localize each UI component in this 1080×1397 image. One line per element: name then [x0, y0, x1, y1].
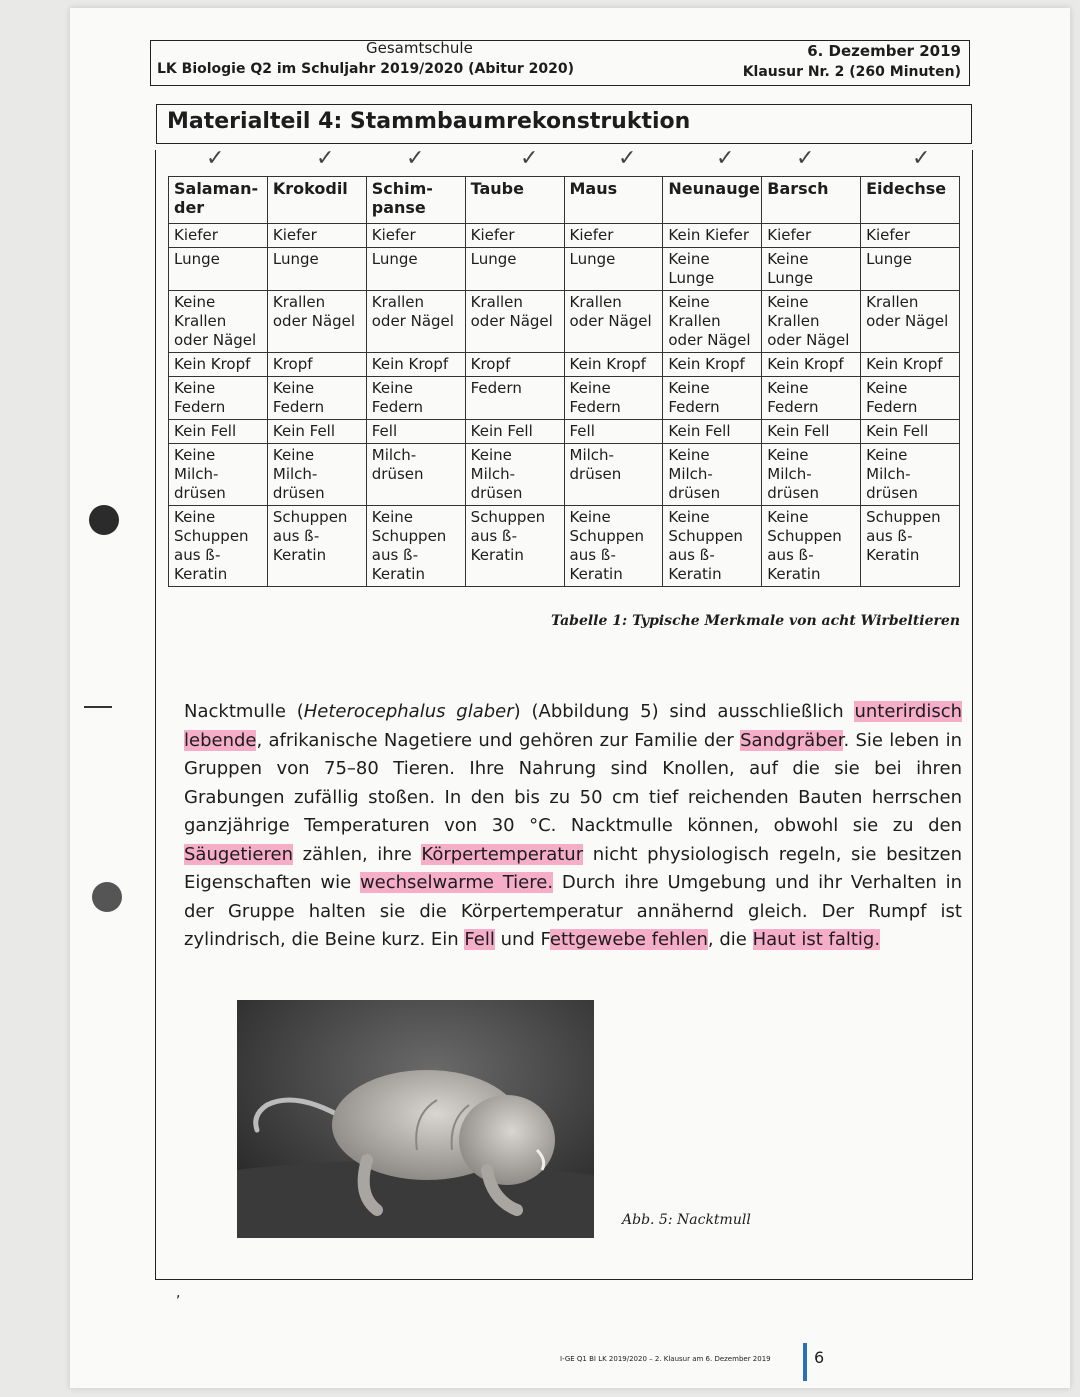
highlighted-text: unterirdisch lebende	[184, 701, 962, 751]
table-cell: Keine Milch-drüsen	[663, 444, 762, 506]
table-cell: Kein Kropf	[169, 353, 268, 377]
table-cell: Schuppen aus ß-Keratin	[465, 506, 564, 587]
table-cell: Krallen oder Nägel	[564, 291, 663, 353]
table-cell: Schuppen aus ß-Keratin	[267, 506, 366, 587]
highlighted-text: Säugetieren	[184, 843, 293, 865]
table-cell: Keine Schuppen aus ß-Keratin	[169, 506, 268, 587]
column-header: Salaman-der	[169, 177, 268, 224]
text-segment: , afrikanische Nagetiere und gehören zur Familie der	[256, 729, 741, 751]
highlighted-text: Fell	[464, 929, 495, 950]
check-mark: ✓	[406, 146, 425, 171]
footer-bar	[803, 1343, 807, 1381]
highlighted-text: Körpertemperatur	[421, 843, 584, 865]
table-cell: Keine Federn	[762, 377, 861, 420]
table-cell: Schuppen aus ß-Keratin	[861, 506, 960, 587]
punch-hole	[89, 505, 119, 535]
table-row	[169, 444, 960, 506]
text-segment: und F	[494, 929, 550, 950]
naked-mole-rat-photo	[237, 1000, 594, 1238]
table-cell: Kein Fell	[465, 420, 564, 444]
check-mark: ✓	[796, 146, 815, 171]
table-cell: Kiefer	[366, 224, 465, 248]
table-cell: Lunge	[465, 248, 564, 291]
table-cell: Kein Kropf	[663, 353, 762, 377]
check-mark: ✓	[716, 146, 735, 171]
table-cell: Kein Kiefer	[663, 224, 762, 248]
table-cell: Keine Schuppen aus ß-Keratin	[762, 506, 861, 587]
table-cell: Keine Federn	[663, 377, 762, 420]
table-cell: Kein Fell	[663, 420, 762, 444]
stray-mark: ,	[176, 1285, 181, 1301]
table-row	[169, 224, 960, 248]
table-cell: Keine Milch-drüsen	[465, 444, 564, 506]
table-row	[169, 420, 960, 444]
exam-number: Klausur Nr. 2 (260 Minuten)	[742, 64, 961, 80]
table-cell: Lunge	[267, 248, 366, 291]
check-mark: ✓	[618, 146, 637, 171]
text-segment: . Sie leben in Gruppen von 75–80 Tieren. Ihre Nahrung sind Knollen, auf die sie bei ihren Grabungen zufällig stoßen. In den bis zu 50 cm tief reichenden Bauten herrschen ganzjährige Temperaturen von 30 °C. Nacktmulle können, obwohl sie zu den	[184, 729, 962, 836]
column-header: Taube	[465, 177, 564, 224]
table-cell: Keine Milch-drüsen	[267, 444, 366, 506]
table-cell: Milch-drüsen	[564, 444, 663, 506]
table-cell: Kiefer	[169, 224, 268, 248]
fold-mark	[84, 706, 112, 708]
check-mark: ✓	[206, 146, 225, 171]
table-cell: Krallen oder Nägel	[861, 291, 960, 353]
table-cell: Lunge	[366, 248, 465, 291]
table-cell: Keine Krallen oder Nägel	[663, 291, 762, 353]
table-cell: Kiefer	[762, 224, 861, 248]
table-cell: Keine Lunge	[762, 248, 861, 291]
highlighted-text: wechselwarme Tiere.	[359, 872, 554, 893]
table-cell: Keine Schuppen aus ß-Keratin	[663, 506, 762, 587]
column-header: Neunauge	[663, 177, 762, 224]
table-cell: Keine Milch-drüsen	[762, 444, 861, 506]
table-row	[169, 353, 960, 377]
mole-rat-illustration	[237, 1000, 594, 1238]
column-header: Krokodil	[267, 177, 366, 224]
table-cell: Lunge	[861, 248, 960, 291]
text-segment: , die	[707, 929, 753, 950]
table-cell: Keine Lunge	[663, 248, 762, 291]
table-cell: Keine Federn	[366, 377, 465, 420]
column-header: Barsch	[762, 177, 861, 224]
table-cell: Kein Fell	[267, 420, 366, 444]
exam-date: 6. Dezember 2019	[807, 42, 961, 60]
table-cell: Keine Federn	[169, 377, 268, 420]
table-cell: Keine Schuppen aus ß-Keratin	[564, 506, 663, 587]
table-row	[169, 506, 960, 587]
punch-hole	[92, 882, 122, 912]
table-cell: Kein Kropf	[762, 353, 861, 377]
table-cell: Keine Federn	[564, 377, 663, 420]
table-row	[169, 291, 960, 353]
column-header: Schim-panse	[366, 177, 465, 224]
table-cell: Keine Krallen oder Nägel	[762, 291, 861, 353]
table-cell: Kropf	[465, 353, 564, 377]
text-segment: nicht physiologisch regeln, sie besitzen Eigenschaften wie	[184, 843, 962, 893]
table-cell: Keine Federn	[861, 377, 960, 420]
table-cell: Federn	[465, 377, 564, 420]
table-cell: Kropf	[267, 353, 366, 377]
table-cell: Fell	[366, 420, 465, 444]
table-cell: Kein Kropf	[366, 353, 465, 377]
text-segment: Nacktmulle (	[184, 701, 304, 722]
table-cell: Kiefer	[861, 224, 960, 248]
table-cell: Kein Kropf	[861, 353, 960, 377]
table-cell: Fell	[564, 420, 663, 444]
text-segment: zählen, ihre	[292, 843, 422, 865]
check-mark: ✓	[520, 146, 539, 171]
text-segment: Durch ihre Umgebung und ihr Verhalten in der Gruppe halten sie die Körpertemperatur annähernd gleich. Der Rumpf ist zylindrisch, die Beine kurz. Ein	[184, 872, 963, 950]
table-cell: Kiefer	[564, 224, 663, 248]
check-mark: ✓	[316, 146, 335, 171]
highlighted-text: Haut ist faltig.	[752, 929, 881, 950]
check-marks	[168, 146, 960, 176]
page-number: 6	[814, 1348, 825, 1367]
table-cell: Keine Federn	[267, 377, 366, 420]
table-cell: Keine Schuppen aus ß-Keratin	[366, 506, 465, 587]
footer-text: I-GE Q1 BI LK 2019/2020 – 2. Klausur am 6. Dezember 2019	[560, 1355, 771, 1363]
table-row	[169, 248, 960, 291]
text-segment: ) (Abbildung 5) sind ausschließlich	[513, 701, 855, 722]
table-cell: Krallen oder Nägel	[366, 291, 465, 353]
table-cell: Kein Fell	[762, 420, 861, 444]
section-title: Materialteil 4: Stammbaumrekonstruktion	[156, 104, 972, 144]
table-cell: Keine Milch-drüsen	[861, 444, 960, 506]
table-cell: Kiefer	[465, 224, 564, 248]
highlighted-text: Sandgräber	[740, 729, 844, 751]
course-title: LK Biologie Q2 im Schuljahr 2019/2020 (Abitur 2020)	[157, 61, 574, 77]
body-paragraph	[184, 698, 962, 955]
italic-text: Heterocephalus glaber	[303, 701, 514, 722]
page-header	[150, 40, 970, 86]
table-cell: Milch-drüsen	[366, 444, 465, 506]
school-name: Gesamtschule	[366, 39, 473, 57]
table-cell: Kein Fell	[169, 420, 268, 444]
table-cell: Keine Milch-drüsen	[169, 444, 268, 506]
table-header-row	[169, 177, 960, 224]
table-cell: Lunge	[564, 248, 663, 291]
table-caption: Tabelle 1: Typische Merkmale von acht Wirbeltieren	[551, 613, 960, 629]
table-cell: Lunge	[169, 248, 268, 291]
table-cell: Keine Krallen oder Nägel	[169, 291, 268, 353]
check-mark: ✓	[912, 146, 931, 171]
column-header: Eidechse	[861, 177, 960, 224]
table-cell: Krallen oder Nägel	[267, 291, 366, 353]
table-row	[169, 377, 960, 420]
traits-table	[168, 176, 960, 587]
table-cell: Kiefer	[267, 224, 366, 248]
table-cell: Krallen oder Nägel	[465, 291, 564, 353]
column-header: Maus	[564, 177, 663, 224]
highlighted-text: ettgewebe fehlen	[549, 929, 708, 950]
table-cell: Kein Fell	[861, 420, 960, 444]
figure-caption: Abb. 5: Nacktmull	[622, 1212, 751, 1228]
table-cell: Kein Kropf	[564, 353, 663, 377]
